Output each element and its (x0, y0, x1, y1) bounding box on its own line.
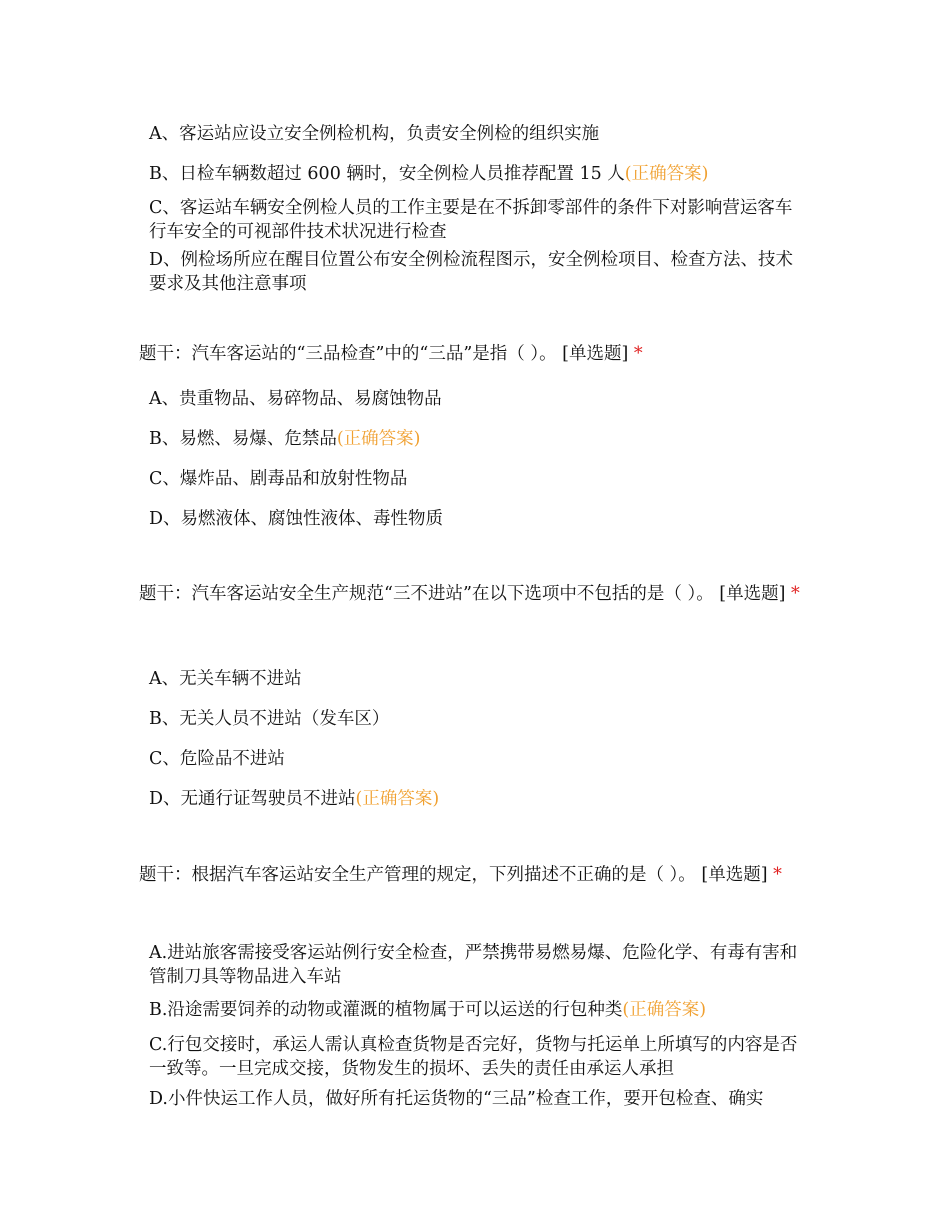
option-d (149, 787, 809, 811)
option-text: D、例检场所应在醒目位置公布安全例检流程图示，安全例检项目、检查方法、技术要求及其他注意事项 (149, 250, 794, 294)
option-b (149, 162, 809, 186)
option-c (149, 467, 809, 491)
option-a (149, 387, 809, 411)
question-text: 题干：汽车客运站安全生产规范“三不进站”在以下选项中不包括的是（ ）。 [单选题] (139, 584, 786, 604)
option-text: C、爆炸品、剧毒品和放射性物品 (149, 469, 408, 489)
correct-answer-mark: (正确答案) (622, 1000, 707, 1020)
option-c (149, 747, 809, 771)
option-text: B、易燃、易爆、危禁品 (149, 429, 337, 449)
option-text: A.进站旅客需接受客运站例行安全检查，严禁携带易燃易爆、危险化学、有毒有害和管制刀具等物品进入车站 (149, 943, 798, 987)
option-text: D、无通行证驾驶员不进站 (149, 789, 356, 809)
option-b (149, 707, 809, 731)
option-text: A、贵重物品、易碎物品、易腐蚀物品 (149, 389, 442, 409)
option-d (149, 248, 809, 296)
question-stem (139, 575, 809, 613)
correct-answer-mark: (正确答案) (336, 429, 421, 449)
option-text: D、易燃液体、腐蚀性液体、毒性物质 (149, 509, 444, 529)
correct-answer-mark: (正确答案) (624, 164, 709, 184)
option-text: B.沿途需要饲养的动物或灌溉的植物属于可以运送的行包种类 (149, 1000, 623, 1020)
required-mark: * (791, 584, 800, 604)
option-text: C、危险品不进站 (149, 749, 285, 769)
option-a (149, 941, 809, 989)
option-text: D.小件快运工作人员，做好所有托运货物的“三品”检查工作，要开包检查、确实 (149, 1089, 764, 1109)
option-text: C.行包交接时，承运人需认真检查货物是否完好，货物与托运单上所填写的内容是否一致等。一旦完成交接，货物发生的损坏、丢失的责任由承运人承担 (149, 1035, 798, 1079)
correct-answer-mark: (正确答案) (355, 789, 440, 809)
option-d (149, 1087, 809, 1111)
option-a (149, 667, 809, 691)
question-text: 题干：汽车客运站的“三品检查”中的“三品”是指（ ）。 [单选题] (139, 344, 629, 364)
option-d (149, 507, 809, 531)
option-b (149, 998, 809, 1022)
required-mark: * (773, 865, 782, 885)
option-c (149, 1033, 809, 1081)
option-text: C、客运站车辆安全例检人员的工作主要是在不拆卸零部件的条件下对影响营运客车行车安全的可视部件技术状况进行检查 (149, 198, 793, 242)
question-stem (139, 335, 809, 373)
required-mark: * (633, 344, 643, 364)
question-stem (139, 856, 809, 894)
option-text: A、无关车辆不进站 (149, 669, 302, 689)
option-text: B、无关人员不进站（发车区） (149, 709, 390, 729)
question-text: 题干：根据汽车客运站安全生产管理的规定，下列描述不正确的是（ ）。 [单选题] (139, 865, 768, 885)
option-a (149, 122, 809, 146)
option-text: B、日检车辆数超过 600 辆时，安全例检人员推荐配置 15 人 (149, 164, 625, 184)
option-c (149, 196, 809, 244)
option-text: A、客运站应设立安全例检机构，负责安全例检的组织实施 (149, 124, 600, 144)
option-b (149, 427, 809, 451)
